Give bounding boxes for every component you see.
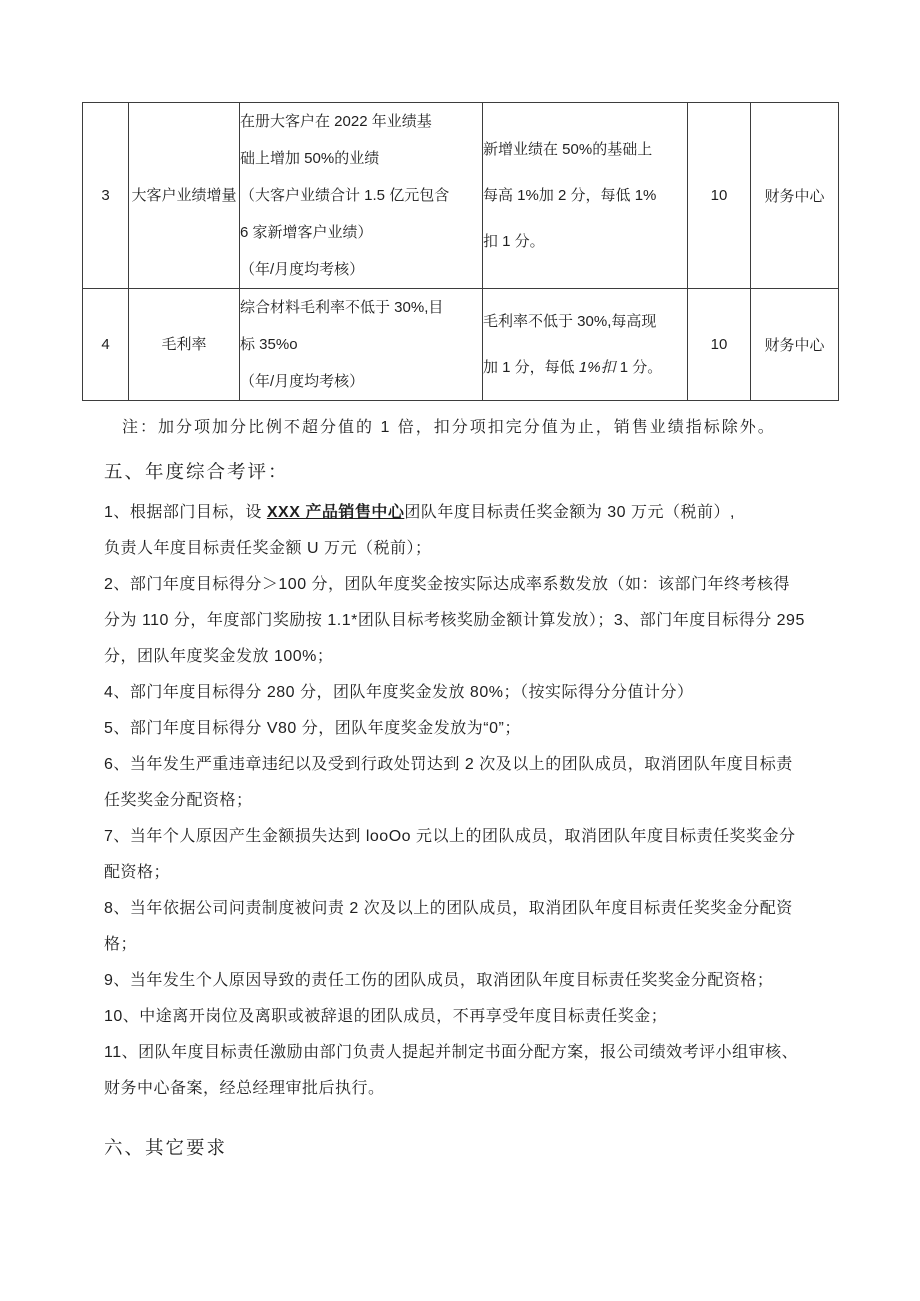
body-line: 8、当年依据公司问责制度被问责 2 次及以上的团队成员，取消团队年度目标责任奖奖金分配资 — [104, 900, 793, 917]
table-row-3 — [83, 103, 839, 289]
body-line: 负责人年度目标责任奖金额 U 万元（税前）； — [104, 540, 432, 557]
indicator-target — [240, 289, 483, 401]
team-name-emphasis: XXX 产品销售中心 — [266, 504, 405, 521]
table-note: 注：加分项加分比例不超分值的 1 倍，扣分项扣完分值为止，销售业绩指标除外。 — [122, 419, 776, 436]
body-line: 分，团队年度奖金发放 100%； — [104, 648, 334, 665]
score-value: 10 — [688, 289, 751, 401]
body-line: 财务中心备案，经总经理审批后执行。 — [104, 1080, 385, 1097]
table-row-4 — [83, 289, 839, 401]
target-line: （年/月度均考核） — [240, 373, 365, 390]
body-line: 9、当年发生个人原因导致的责任工伤的团队成员，取消团队年度目标责任奖奖金分配资格； — [104, 972, 774, 989]
rule-text-italic: 1%扣 — [578, 358, 616, 376]
indicator-name: 大客户业绩增量 — [129, 103, 240, 289]
section-5-heading: 五、年度综合考评： — [104, 461, 289, 482]
scoring-rule — [483, 289, 688, 401]
rule-line: 每高 1%加 2 分，每低 1% — [483, 186, 657, 204]
target-line: （大客户业绩合计 1.5 亿元包含 — [240, 187, 450, 204]
body-line: 任奖奖金分配资格； — [104, 792, 253, 809]
rule-line: 新增业绩在 50%的基础上 — [483, 140, 653, 158]
target-line: 6 家新增客户业绩） — [240, 224, 373, 241]
body-line: 10、中途离开岗位及离职或被辞退的团队成员，不再享受年度目标责任奖金； — [104, 1008, 668, 1025]
body-line: 2、部门年度目标得分＞100 分，团队年度奖金按实际达成率系数发放（如：该部门年终考核得 — [104, 576, 791, 593]
body-line: 4、部门年度目标得分 280 分，团队年度奖金发放 80%；（按实际得分分值计分） — [104, 684, 694, 701]
indicator-name: 毛利率 — [129, 289, 240, 401]
indicator-target — [240, 103, 483, 289]
evaluation-table — [82, 102, 839, 401]
body-text: 1、根据部门目标，设 — [104, 504, 267, 521]
body-line: 格； — [104, 936, 138, 953]
row-number: 4 — [83, 289, 129, 401]
row-number: 3 — [83, 103, 129, 289]
target-line: 础上增加 50%的业绩 — [240, 150, 380, 167]
rule-text: 1 分。 — [615, 358, 663, 376]
score-value: 10 — [688, 103, 751, 289]
body-line: 11、团队年度目标责任激励由部门负责人提起并制定书面分配方案，报公司绩效考评小组审核、 — [104, 1044, 799, 1061]
scoring-rule — [483, 103, 688, 289]
section-6-heading: 六、其它要求 — [104, 1137, 228, 1158]
rule-line: 毛利率不低于 30%,每高现 — [483, 312, 657, 330]
section-5-body — [104, 495, 920, 1107]
rule-text: 加 1 分，每低 — [483, 358, 579, 376]
body-line: 7、当年个人原因产生金额损失达到 looOo 元以上的团队成员，取消团队年度目标责任奖奖金分 — [104, 828, 796, 845]
target-line: 综合材料毛利率不低于 30%,目 — [240, 299, 444, 316]
target-line: 在册大客户在 2022 年业绩基 — [240, 113, 432, 130]
target-line: 标 35%o — [240, 336, 298, 353]
body-line: 配资格； — [104, 864, 171, 881]
body-line: 6、当年发生严重违章违纪以及受到行政处罚达到 2 次及以上的团队成员，取消团队年度目标责 — [104, 756, 793, 773]
rule-line — [483, 345, 687, 391]
department: 财务中心 — [751, 289, 839, 401]
body-text: 团队年度目标责任奖金额为 30 万元（税前）, — [404, 504, 735, 521]
body-line: 5、部门年度目标得分 V80 分，团队年度奖金发放为“0”； — [104, 720, 521, 737]
target-line: （年/月度均考核） — [240, 261, 365, 278]
body-line — [104, 495, 920, 531]
rule-line: 扣 1 分。 — [483, 232, 545, 250]
body-line: 分为 110 分，年度部门奖励按 1.1*团队目标考核奖励金额计算发放）；3、部门年度目标得分 295 — [104, 612, 805, 629]
department: 财务中心 — [751, 103, 839, 289]
